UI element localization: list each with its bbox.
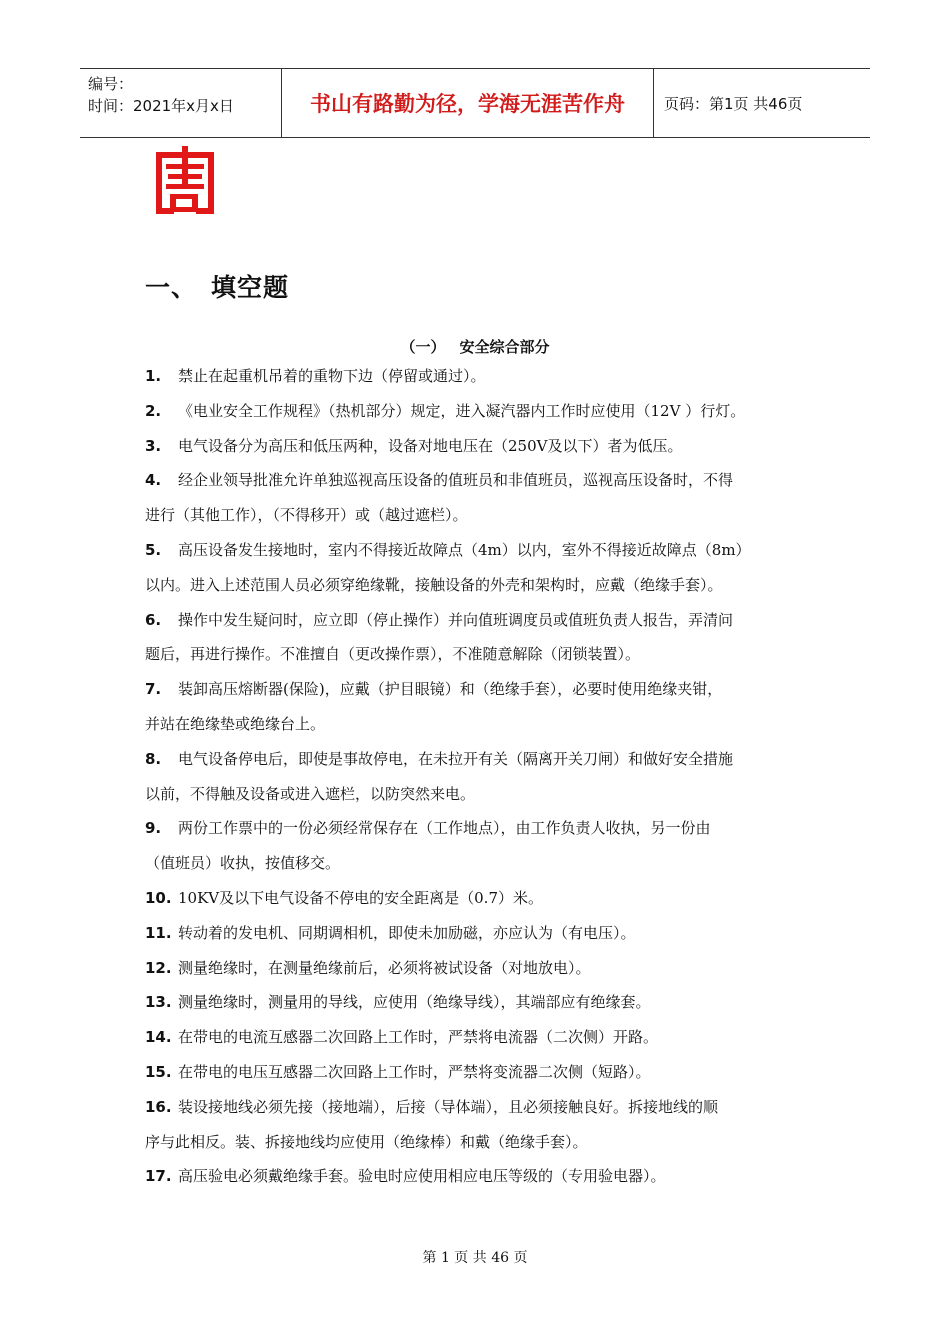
- chapter-title: 填空题: [211, 273, 290, 302]
- page-footer: 第 1 页 共 46 页: [422, 1250, 528, 1266]
- page-header: [80, 68, 870, 138]
- list-item: [145, 992, 651, 1012]
- list-item-continuation: [145, 784, 475, 804]
- item-text: 装卸高压熔断器(保险)，应戴（护目眼镜）和（绝缘手套），必要时使用绝缘夹钳，: [178, 680, 723, 699]
- item-number: 14.: [145, 1028, 172, 1047]
- list-item: [145, 749, 733, 769]
- item-number: 5.: [145, 541, 162, 559]
- chapter-heading: [145, 268, 289, 304]
- list-item: [145, 1166, 666, 1186]
- item-number: 6.: [145, 610, 162, 629]
- item-text: 在带电的电流互感器二次回路上工作时，严禁将电流器（二次侧）开路。: [178, 1028, 659, 1047]
- item-number: 7.: [145, 680, 162, 699]
- item-number: 13.: [145, 993, 172, 1012]
- item-number: 16.: [145, 1097, 172, 1116]
- list-item-continuation: [145, 1132, 588, 1152]
- item-number: 2.: [145, 401, 162, 420]
- list-item: [145, 1062, 651, 1082]
- item-text: 在带电的电压互感器二次回路上工作时，严禁将变流器二次侧（短路）。: [178, 1063, 651, 1081]
- item-text: 并站在绝缘垫或绝缘台上。: [145, 715, 326, 733]
- item-text: 操作中发生疑问时，应立即（停止操作）并向值班调度员或值班负责人报告，弄清问: [178, 610, 734, 629]
- chapter-number: 一、: [145, 273, 198, 302]
- header-meta: [80, 69, 282, 137]
- list-item: [145, 1097, 718, 1117]
- list-item-continuation: [145, 714, 325, 734]
- item-number: 3.: [145, 436, 162, 455]
- item-text: 装设接地线必须先接（接地端），后接（导体端），且必须接触良好。拆接地线的顺: [178, 1097, 719, 1116]
- item-text: 电气设备分为高压和低压两种，设备对地电压在（250V及以下）者为低压。: [178, 436, 683, 455]
- item-text: 两份工作票中的一份必须经常保存在（工作地点），由工作负责人收执，另一份由: [178, 819, 711, 838]
- item-number: 11.: [145, 923, 172, 942]
- list-item: [145, 540, 751, 560]
- item-text: 《电业安全工作规程》（热机部分）规定，进入凝汽器内工作时应使用（12V ）行灯。: [178, 401, 746, 420]
- item-number: 17.: [145, 1167, 172, 1186]
- list-item-continuation: [145, 644, 640, 664]
- item-text: 以前，不得触及设备或进入遮栏，以防突然来电。: [145, 784, 476, 803]
- item-text: 序与此相反。装、拆接地线均应使用（绝缘棒）和戴（绝缘手套）。: [145, 1132, 588, 1151]
- section-heading: [0, 336, 950, 357]
- list-item-continuation: [145, 505, 468, 525]
- item-number: 10.: [145, 889, 172, 907]
- item-number: 15.: [145, 1063, 172, 1081]
- list-item-continuation: [145, 575, 723, 595]
- list-item: [145, 679, 722, 699]
- list-item: [145, 1027, 658, 1047]
- item-text: 转动着的发电机、同期调相机，即使未加励磁，亦应认为（有电压）。: [178, 923, 636, 942]
- item-number: 1.: [145, 367, 162, 385]
- seal-logo-icon: [152, 146, 218, 218]
- item-text: 测量绝缘时，测量用的导线，应使用（绝缘导线），其端部应有绝缘套。: [178, 993, 651, 1012]
- item-text: 电气设备停电后，即使是事故停电，在未拉开有关（隔离开关刀闸）和做好安全措施: [178, 749, 734, 768]
- list-item: [145, 958, 591, 978]
- item-text: 高压验电必须戴绝缘手套。验电时应使用相应电压等级的（专用验电器）。: [178, 1167, 666, 1186]
- item-number: 4.: [145, 471, 162, 490]
- item-text: 高压设备发生接地时，室内不得接近故障点（4m）以内，室外不得接近故障点（8m）: [178, 541, 751, 559]
- list-item: [145, 888, 543, 908]
- item-text: 禁止在起重机吊着的重物下边（停留或通过）。: [178, 367, 486, 385]
- item-number: 12.: [145, 958, 172, 977]
- list-item: [145, 470, 733, 490]
- header-motto: 书山有路勤为径，学海无涯苦作舟: [282, 69, 654, 137]
- list-item: [145, 366, 486, 386]
- section-number: （一）: [400, 338, 446, 356]
- header-page-number: 页码：第1页 共46页: [664, 94, 803, 113]
- list-item: [145, 610, 733, 630]
- item-text: 测量绝缘时，在测量绝缘前后，必须将被试设备（对地放电）。: [178, 958, 591, 977]
- item-number: 8.: [145, 749, 162, 768]
- section-title: 安全综合部分: [459, 338, 550, 356]
- date-label: 时间：2021年x月x日: [88, 97, 234, 115]
- code-label: 编号：: [88, 75, 134, 93]
- list-item: [145, 923, 636, 943]
- item-text: 经企业领导批准允许单独巡视高压设备的值班员和非值班员，巡视高压设备时，不得: [178, 471, 734, 490]
- list-item: [145, 401, 745, 421]
- item-text: 10KV及以下电气设备不停电的安全距离是（0.7）米。: [178, 889, 543, 907]
- item-text: 以内。进入上述范围人员必须穿绝缘靴，接触设备的外壳和架构时，应戴（绝缘手套）。: [145, 575, 723, 594]
- item-text: 进行（其他工作），（不得移开）或（越过遮栏）。: [145, 506, 468, 525]
- list-item: [145, 818, 711, 838]
- list-item: [145, 436, 682, 456]
- item-text: （值班员）收执，按值移交。: [145, 854, 341, 873]
- list-item-continuation: [145, 853, 340, 873]
- item-text: 题后，再进行操作。不准擅自（更改操作票），不准随意解除（闭锁装置）。: [145, 645, 641, 664]
- item-number: 9.: [145, 819, 162, 838]
